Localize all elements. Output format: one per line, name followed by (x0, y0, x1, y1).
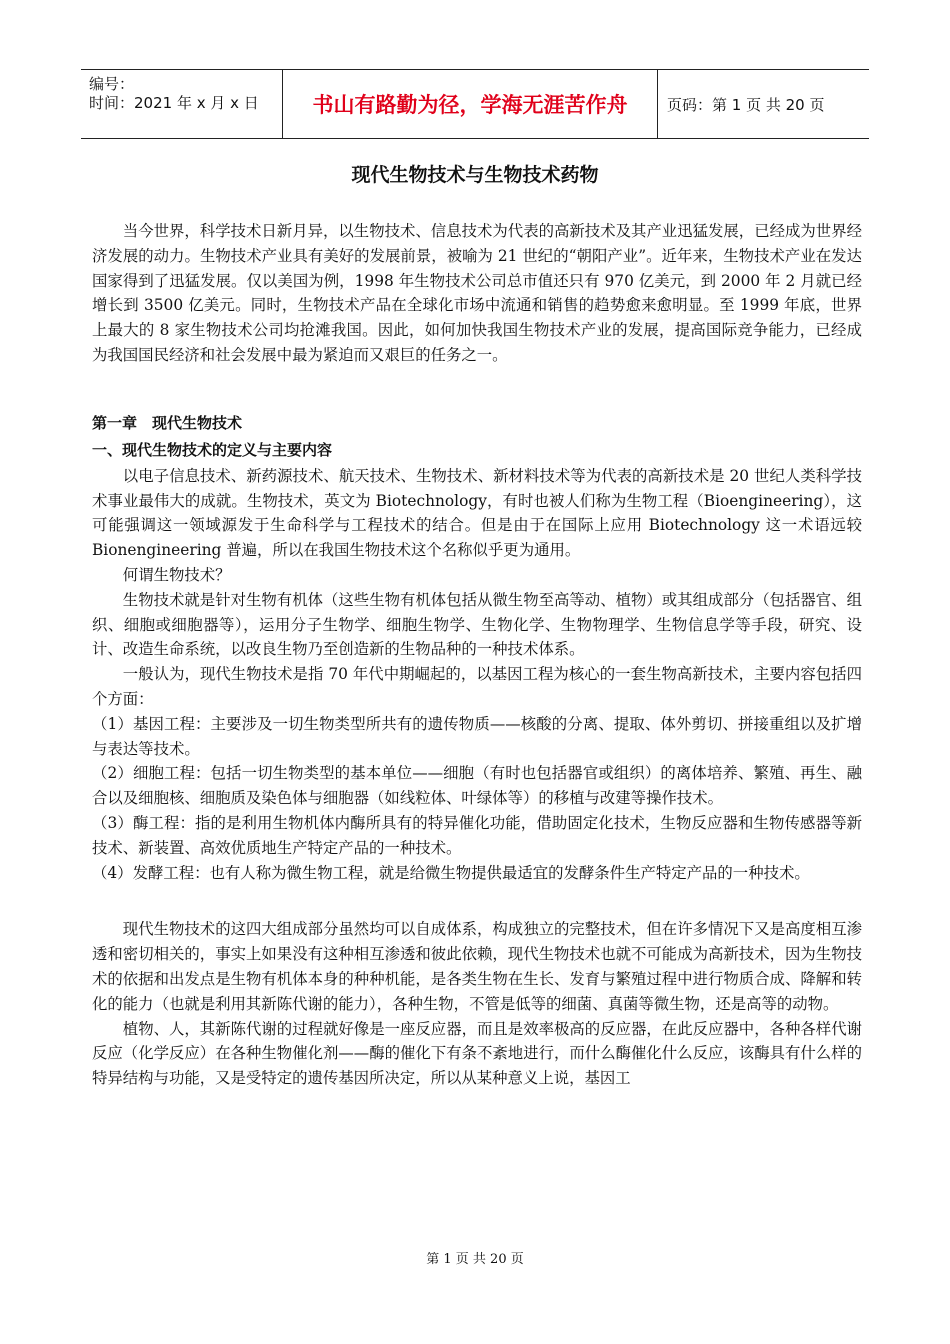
paragraph: 现代生物技术的这四大组成部分虽然均可以自成体系，构成独立的完整技术，但在许多情况下又是高度相互渗透和密切相关的，事实上如果没有这种相互渗透和彼此依赖，现代生物技术也就不可能成为高新技术，因为生物技术的依据和出发点是生物有机体本身的种种机能，是各类生物在生长、发育与繁殖过程中进行物质合成、降解和转化的能力（也就是利用其新陈代谢的能力），各种生物，不管是低等的细菌、真菌等微生物，还是高等的动物。 (92, 920, 862, 1013)
page-footer: 第 1 页 共 20 页 (426, 1252, 524, 1267)
time-label: 时间：2021 年 x 月 x 日 (89, 94, 259, 112)
paragraph: 一般认为，现代生物技术是指 70 年代中期崛起的，以基因工程为核心的一套生物高新技术，主要内容包括四个方面： (92, 665, 862, 708)
page-info: 页码：第 1 页 共 20 页 (667, 96, 825, 114)
number-label: 编号： (89, 75, 135, 93)
paragraph: 生物技术就是针对生物有机体（这些生物有机体包括从微生物至高等动、植物）或其组成部分（包括器官、组织、细胞或细胞器等），运用分子生物学、细胞生物学、生物化学、生物物理学、生物信息学等手段，研究、设计、改造生命系统，以改良生物乃至创造新的生物品种的一种技术体系。 (92, 590, 862, 659)
intro-paragraph: 当今世界，科学技术日新月异，以生物技术、信息技术为代表的高新技术及其产业迅猛发展，已经成为世界经济发展的动力。生物技术产业具有美好的发展前景，被喻为 21 世纪的“朝阳产业”。近年来，生物技术产业在发达国家得到了迅猛发展。仅以美国为例，1998 年生物技术公司总市值还只有 970 亿美元，到 2000 年 2 月就已经增长到 3500 亿美元。同时，生物技术产品在全球化市场中流通和销售的趋势愈来愈明显。至 1999 年底，世界上最大的 8 家生物技术公司均抢滩我国。因此，如何加快我国生物技术产业的发展，提高国际竞争能力，已经成为我国国民经济和社会发展中最为紧迫而又艰巨的任务之一。 (92, 222, 862, 364)
header-table (81, 69, 869, 139)
document-title: 现代生物技术与生物技术药物 (351, 164, 599, 186)
list-item: （2）细胞工程：包括一切生物类型的基本单位——细胞（有时也包括器官或组织）的离体培养、繁殖、再生、融合以及细胞核、细胞质及染色体与细胞器（如线粒体、叶绿体等）的移植与改建等操作技术。 (92, 764, 862, 808)
list-item: （1）基因工程：主要涉及一切生物类型所共有的遗传物质——核酸的分离、提取、体外剪切、拼接重组以及扩增与表达等技术。 (92, 714, 862, 758)
section-heading: 一、现代生物技术的定义与主要内容 (92, 440, 333, 459)
chapter-heading: 第一章 现代生物技术 (92, 413, 243, 432)
paragraph: 何谓生物技术？ (122, 565, 231, 584)
list-item: （4）发酵工程：也有人称为微生物工程，就是给微生物提供最适宜的发酵条件生产特定产品的一种技术。 (92, 863, 810, 882)
list-item: （3）酶工程：指的是利用生物机体内酶所具有的特异催化功能，借助固定化技术，生物反应器和生物传感器等新技术、新装置、高效优质地生产特定产品的一种技术。 (92, 813, 862, 857)
motto-cell (283, 70, 658, 138)
header-meta-cell (81, 70, 283, 138)
paragraph: 以电子信息技术、新药源技术、航天技术、生物技术、新材料技术等为代表的高新技术是 20 世纪人类科学技术事业最伟大的成就。生物技术，英文为 Biotechnology，有时也被人们称为生物工程（Bioengineering），这可能强调这一领域源发于生命科学与工程技术的结合。但是由于在国际上应用 Biotechnology 这一术语远较 Bionengineering 普遍，所以在我国生物技术这个名称似乎更为通用。 (92, 466, 862, 560)
paragraph: 植物、人，其新陈代谢的过程就好像是一座反应器，而且是效率极高的反应器，在此反应器中，各种各样代谢反应（化学反应）在各种生物催化剂——酶的催化下有条不紊地进行，而什么酶催化什么反应，该酶具有什么样的特异结构与功能，又是受特定的遗传基因所决定，所以从某种意义上说，基因工 (92, 1019, 862, 1088)
document-body (92, 219, 862, 1091)
motto-text: 书山有路勤为径，学海无涯苦作舟 (312, 93, 628, 117)
